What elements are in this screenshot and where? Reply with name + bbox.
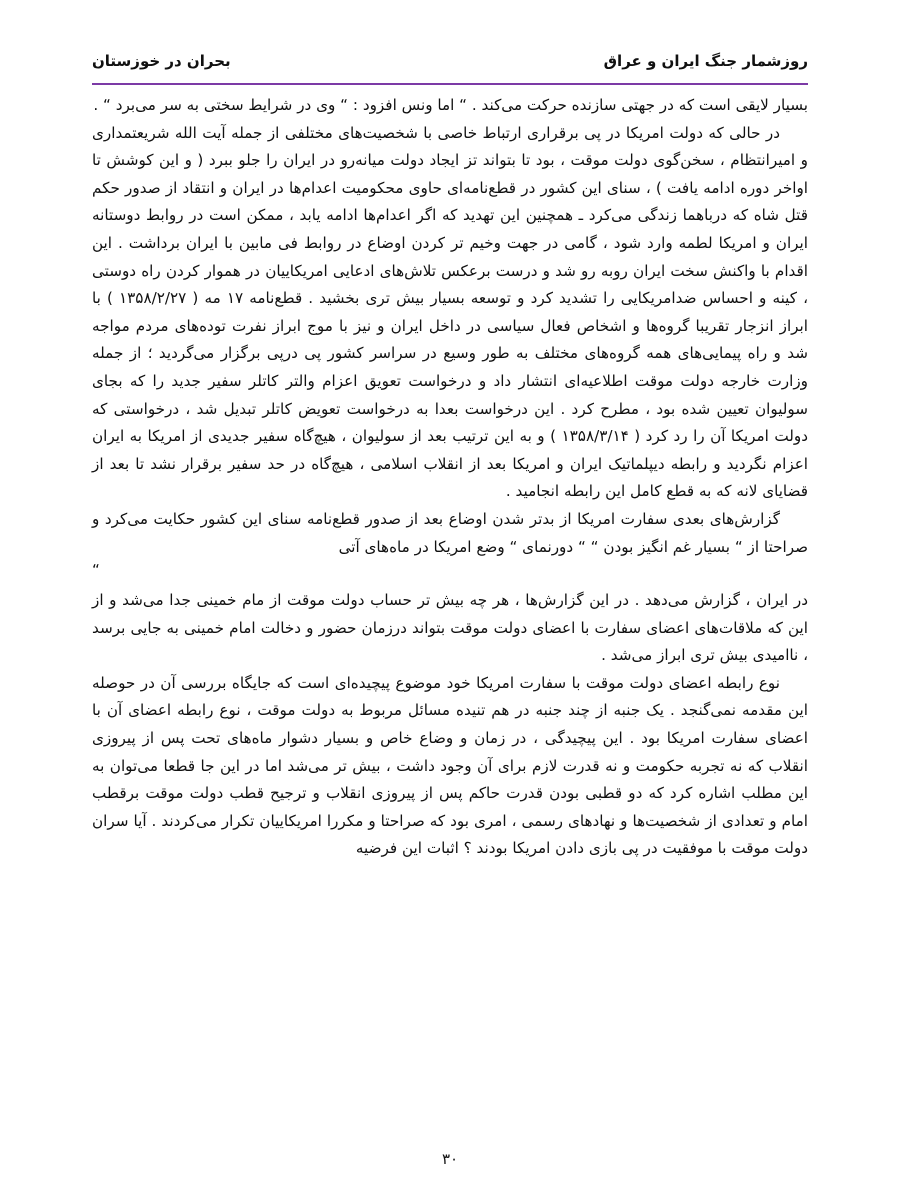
header-book-title: روزشمار جنگ ایران و عراق — [603, 52, 808, 70]
paragraph-3-quote-mark: “ — [92, 561, 100, 580]
paragraph-3: گزارش‌های بعدی سفارت امریکا از بدتر شدن اوضاع بعد از صدور قطع‌نامه سنای این کشور حکایت می‌کرد و صراحتا از “ بسیار غم انگیز بودن “ “ دورنمای “ وضع امریکا در ماه‌های آتی — [92, 509, 808, 556]
page-body — [92, 92, 808, 863]
paragraph-4: در ایران ، گزارش می‌دهد . در این گزارش‌ها ، هر چه بیش تر حساب دولت موقت از مام خمینی جدا می‌شد و از این که ملاقات‌های اعضای سفارت با اعضای دولت موقت بتواند درزمان حضور و دخالت امام خمینی به جایی برسد ، ناامیدی بیش تری ابراز می‌شد . — [92, 591, 808, 665]
page-number: ۳۰ — [441, 1150, 459, 1168]
header-divider — [92, 83, 808, 85]
header-chapter-title: بحران در خوزستان — [92, 52, 231, 70]
paragraph-1: بسیار لایقی است که در جهتی سازنده حرکت می‌کند . “ اما ونس افزود : “ وی در شرایط سختی به سر می‌برد “ . — [93, 96, 808, 114]
page-header — [92, 48, 808, 74]
paragraph-5: نوع رابطه اعضای دولت موقت با سفارت امریکا خود موضوع پیچیده‌ای است که جایگاه بررسی آن در حوصله این مقدمه نمی‌گنجد . یک جنبه از چند جنبه در هم تنیده مسائل مربوط به دولت موقت ، نوع رابطه اعضای آن با اعضای سفارت امریکا بود . این پیچیدگی ، در زمان و وضاع خاص و بسیار دشوار ماه‌های تحت پس از پیروزی انقلاب که نه تجربه حکومت و نه قدرت لازم برای آن وجود داشت ، بیش تر می‌شد اما در این جا قطعا می‌توان به این مطلب اشاره کرد که دو قطبی بودن قدرت حاکم پس از پیروزی انقلاب و ترجیح قطب دولت موقت برقطب امام و تعدادی از شخصیت‌ها و نهادهای رسمی ، امری بود که صراحتا و مکررا امریکاییان تکرار می‌کردند . آیا سران دولت موقت با موفقیت در پی بازی دادن امریکا بودند ؟ اثبات این فرضیه — [92, 673, 808, 858]
paragraph-2: در حالی که دولت امریکا در پی برقراری ارتباط خاصی با شخصیت‌های مختلفی از جمله آیت الله شریعتمداری و امیرانتظام ، سخن‌گوی دولت موقت ، بود تا بتواند تز ایجاد دولت میانه‌رو در ایران را جلو ببرد ( و این کوشش تا اواخر دوره ادامه یافت ) ، سنای این کشور در قطع‌نامه‌ای حاوی محکومیت اعدام‌ها در ایران و انتقاد از صدور حکم قتل شاه که درباهما زندگی می‌کرد ـ همچنین این تهدید که اگر اعدام‌ها ادامه یابد ، ممکن است در روابط دوستانه ایران و امریکا لطمه وارد شود ، گامی در جهت وخیم تر کردن اوضاع در روابط فی مابین با ایران برداشت . این اقدام با واکنش سخت ایران روبه رو شد و درست برعکس تلاش‌های ادعایی امریکاییان در هموار کردن راه دوستی ، کینه و احساس ضدامریکایی را تشدید کرد و توسعه بسیار بیش تری بخشید . قطع‌نامه ۱۷ مه ( ۱۳۵۸/۲/۲۷ ) با ابراز انزجار تقریبا گروه‌ها و اشخاص فعال سیاسی در داخل ایران و نیز با موج ابراز نفرت توده‌های مردم مواجه شد و راه پیمایی‌های همه گروه‌های مختلف به طور وسیع در سراسر کشور پی درپی برگزار می‌گردید ؛ از جمله وزارت خارجه دولت موقت اطلاعیه‌ای انتشار داد و درخواست تعویق اعزام والتر کاتلر سفیر جدید را که بجای سولیوان تعیین شده بود ، مطرح کرد . این درخواست بعدا به درخواست تعویض کاتلر تبدیل شد ، درخواستی که دولت امریکا آن را رد کرد ( ۱۳۵۸/۳/۱۴ ) و به این ترتیب بعد از سولیوان ، هیچ‌گاه سفیر جدیدی از امریکا به ایران اعزام نگردید و رابطه دیپلماتیک ایران و امریکا بعد از انقلاب اسلامی ، هیچ‌گاه در حد سفیر برقرار نشد تا بعد از قضایای لانه که به قطع کامل این رابطه انجامید . — [92, 123, 809, 501]
